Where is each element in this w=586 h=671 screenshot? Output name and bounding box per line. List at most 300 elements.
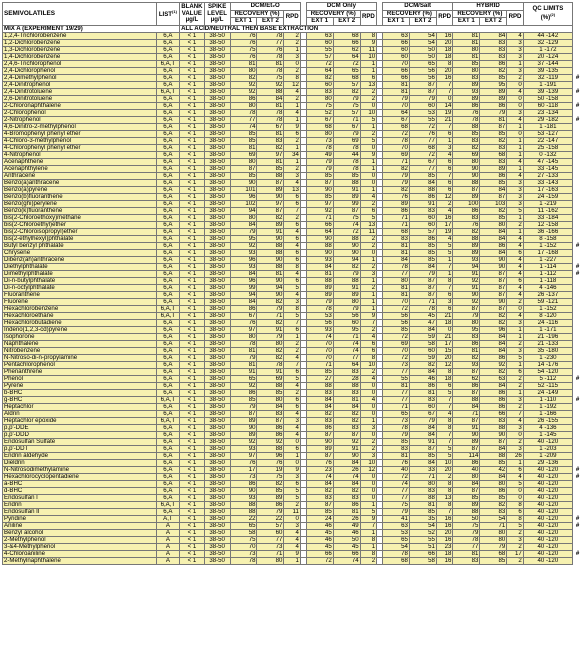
ext2-cell: 79 xyxy=(333,95,360,102)
ext1-cell: 89 xyxy=(453,242,480,249)
table-row xyxy=(3,417,583,424)
ext1-cell: 72 xyxy=(382,354,409,361)
compound-name-cell: bis(2-Chloroethoxy)methane xyxy=(3,214,157,221)
spike-level-cell: 38-50 xyxy=(204,284,230,291)
qc-limits-cell: 39 -135 xyxy=(523,67,572,74)
qc-limits-cell: 40 -120 xyxy=(523,438,572,445)
blank-value-cell: < 1 xyxy=(180,137,205,144)
ext1-cell: 40 xyxy=(382,466,409,473)
rpd-cell: 0 xyxy=(360,494,376,501)
blank-value-cell: < 1 xyxy=(180,214,205,221)
ext2-cell: 85 xyxy=(257,487,284,494)
ext1-cell: 76 xyxy=(230,32,257,39)
compound-name-cell: Hexachlorobutadiene xyxy=(3,319,157,326)
rpd-cell: 20 xyxy=(436,67,452,74)
ext2-cell: 57 xyxy=(333,109,360,116)
ext1-cell: 81 xyxy=(382,284,409,291)
ext1-cell: 94 xyxy=(230,207,257,214)
ext1-cell: 62 xyxy=(453,375,480,382)
blank-value-cell: < 1 xyxy=(180,291,205,298)
ext1-cell: 70 xyxy=(382,102,409,109)
compound-name-cell: 4-Chloroaniline xyxy=(3,550,157,557)
rpd-cell: 7 xyxy=(436,123,452,130)
ext1-cell: 41 xyxy=(382,515,409,522)
ext2-cell: 87 xyxy=(480,284,507,291)
compound-name-cell: 2,4-Dinitrotoluene xyxy=(3,88,157,95)
ext1-cell: 58 xyxy=(230,529,257,536)
compound-name-cell: Butyl benzyl phthalate xyxy=(3,242,157,249)
ext2-cell: 42 xyxy=(480,466,507,473)
table-row xyxy=(3,459,583,466)
blank-value-cell: < 1 xyxy=(180,438,205,445)
rpd-cell: 1 xyxy=(507,144,523,151)
rpd-cell: 1 xyxy=(360,417,376,424)
ext1-cell: 90 xyxy=(453,172,480,179)
ext2-cell: 85 xyxy=(480,557,507,564)
ext1-cell: 92 xyxy=(453,277,480,284)
table-row xyxy=(3,557,583,564)
ext1-cell: 85 xyxy=(230,137,257,144)
ext1-cell: 63 xyxy=(382,522,409,529)
flag-cell: # xyxy=(573,102,582,109)
spike-level-cell: 38-50 xyxy=(204,431,230,438)
ext2-cell: 66 xyxy=(409,550,436,557)
ext2-cell: 80 xyxy=(409,480,436,487)
ext2-cell: 82 xyxy=(257,319,284,326)
rpd-cell: 4 xyxy=(284,228,300,235)
rpd-cell: 6 xyxy=(284,368,300,375)
ext1-cell: 81 xyxy=(453,550,480,557)
flag-cell xyxy=(573,389,582,396)
qc-limits-cell: 32 -129 xyxy=(523,39,572,46)
ext1-cell: 77 xyxy=(230,116,257,123)
ext2-cell: 89 xyxy=(333,193,360,200)
rpd-cell: 1 xyxy=(507,228,523,235)
ext1-cell: 81 xyxy=(382,249,409,256)
qc-limits-cell: 1 -152 xyxy=(523,242,572,249)
ext1-cell: 80 xyxy=(230,67,257,74)
ext1-cell: 90 xyxy=(306,235,333,242)
flag-cell xyxy=(573,186,582,193)
ext2-cell: 80 xyxy=(257,396,284,403)
compound-name-cell: a-BHC xyxy=(3,480,157,487)
rpd-cell: 6 xyxy=(284,200,300,207)
ext1-cell: 63 xyxy=(382,32,409,39)
rpd-cell: 26 xyxy=(507,452,523,459)
spike-level-cell: 38-50 xyxy=(204,235,230,242)
spike-level-cell: 38-50 xyxy=(204,102,230,109)
rpd-cell: 1 xyxy=(360,165,376,172)
compound-name-cell: N-Nitrosodimethylamine xyxy=(3,466,157,473)
list-code-cell: 6,A xyxy=(156,361,179,368)
blank-value-cell: < 1 xyxy=(180,403,205,410)
list-code-cell: A,T xyxy=(156,515,179,522)
ext2-cell: 86 xyxy=(409,193,436,200)
ext2-cell: 73 xyxy=(257,543,284,550)
rpd-cell: 4 xyxy=(284,179,300,186)
ext1-cell: 82 xyxy=(382,186,409,193)
rpd-cell: 7 xyxy=(436,438,452,445)
qc-limits-cell: 36 -166 xyxy=(523,228,572,235)
table-row xyxy=(3,340,583,347)
ext2-cell: 88 xyxy=(257,382,284,389)
blank-value-cell: < 1 xyxy=(180,60,205,67)
rpd-cell: 1 xyxy=(284,333,300,340)
recovery-header-4: RECOVERY (%) xyxy=(453,10,507,18)
rpd-cell: 21 xyxy=(436,312,452,319)
spike-level-cell: 38-50 xyxy=(204,508,230,515)
rpd-cell: 4 xyxy=(507,242,523,249)
rpd-header-3: RPD xyxy=(436,10,452,25)
flag-cell: # xyxy=(573,116,582,123)
table-row xyxy=(3,165,583,172)
ext1-cell: 94 xyxy=(230,291,257,298)
ext2-cell: 57 xyxy=(409,228,436,235)
ext2-cell: 79 xyxy=(480,109,507,116)
flag-cell xyxy=(573,67,582,74)
recovery-header-3: RECOVERY (%) xyxy=(382,10,436,18)
ext1-cell: 95 xyxy=(453,326,480,333)
qc-limits-cell: 60 -118 xyxy=(523,102,572,109)
flag-cell xyxy=(573,340,582,347)
table-row xyxy=(3,186,583,193)
table-row xyxy=(3,487,583,494)
ext2-cell: 87 xyxy=(480,193,507,200)
ext1-cell: 90 xyxy=(453,431,480,438)
flag-cell xyxy=(573,53,582,60)
rpd-cell: 3 xyxy=(507,109,523,116)
ext2-cell: 82 xyxy=(257,480,284,487)
flag-cell xyxy=(573,445,582,452)
rpd-cell: 1 xyxy=(507,326,523,333)
table-row xyxy=(3,431,583,438)
rpd-cell: 5 xyxy=(436,389,452,396)
rpd-cell: 1 xyxy=(507,60,523,67)
ext1-cell: 78 xyxy=(306,144,333,151)
compound-name-cell: Endrin aldehyde xyxy=(3,452,157,459)
spike-level-cell: 38-50 xyxy=(204,557,230,564)
ext2-cell: 86 xyxy=(480,102,507,109)
list-code-cell: 6,A xyxy=(156,424,179,431)
rpd-cell: 4 xyxy=(507,417,523,424)
rpd-cell: 1 xyxy=(284,116,300,123)
ext2-cell: 90 xyxy=(257,291,284,298)
ext2-cell: 83 xyxy=(480,508,507,515)
ext1-cell: 89 xyxy=(382,200,409,207)
compound-name-cell: g-BHC xyxy=(3,396,157,403)
rpd-cell: 1 xyxy=(507,137,523,144)
ext1-cell: 46 xyxy=(306,522,333,529)
rpd-cell: 2 xyxy=(284,165,300,172)
ext1-cell: 81 xyxy=(382,291,409,298)
ext2-cell: 89 xyxy=(257,186,284,193)
blank-value-cell: < 1 xyxy=(180,508,205,515)
ext2-cell: 72 xyxy=(333,228,360,235)
rpd-cell: 6 xyxy=(507,368,523,375)
blank-value-cell: < 1 xyxy=(180,193,205,200)
rpd-cell: 8 xyxy=(284,305,300,312)
rpd-cell: 4 xyxy=(284,382,300,389)
blank-value-cell: < 1 xyxy=(180,179,205,186)
ext2-cell: 87 xyxy=(480,305,507,312)
table-row xyxy=(3,95,583,102)
ext1-cell: 60 xyxy=(306,39,333,46)
rpd-cell: 9 xyxy=(284,550,300,557)
rpd-cell: 5 xyxy=(507,207,523,214)
blank-value-cell: < 1 xyxy=(180,151,205,158)
flag-cell xyxy=(573,459,582,466)
rpd-cell: 6 xyxy=(507,249,523,256)
rpd-cell: 4 xyxy=(507,116,523,123)
rpd-cell: 5 xyxy=(284,284,300,291)
ext2-cell: 66 xyxy=(480,410,507,417)
list-code-cell: 6,A xyxy=(156,403,179,410)
rpd-cell: 3 xyxy=(284,522,300,529)
ext2-cell: 96 xyxy=(480,326,507,333)
ext2-cell: 75 xyxy=(333,214,360,221)
compound-name-cell: 2-Chloronaphthalene xyxy=(3,102,157,109)
blank-value-cell: < 1 xyxy=(180,242,205,249)
ext2-cell: 84 xyxy=(480,186,507,193)
compound-name-cell: Hexachlorobenzene xyxy=(3,305,157,312)
blank-value-cell: < 1 xyxy=(180,543,205,550)
ext1-cell: 92 xyxy=(453,298,480,305)
ext2-cell: 74 xyxy=(333,557,360,564)
ext1-cell: 77 xyxy=(382,270,409,277)
rpd-cell: 5 xyxy=(284,494,300,501)
rpd-cell: 6 xyxy=(284,403,300,410)
rpd-cell: 8 xyxy=(436,424,452,431)
rpd-cell: 7 xyxy=(436,396,452,403)
ext2-cell: 87 xyxy=(480,277,507,284)
list-code-cell: 6,A xyxy=(156,109,179,116)
table-row xyxy=(3,130,583,137)
rpd-cell: 3 xyxy=(507,424,523,431)
rpd-cell: 0 xyxy=(360,179,376,186)
flag-cell xyxy=(573,326,582,333)
rpd-cell: 0 xyxy=(507,95,523,102)
rpd-cell: 8 xyxy=(436,417,452,424)
rpd-cell: 5 xyxy=(507,522,523,529)
ext2-cell: 72 xyxy=(409,151,436,158)
rpd-cell: 4 xyxy=(360,396,376,403)
rpd-cell: 20 xyxy=(436,466,452,473)
list-code-cell: 6,A xyxy=(156,340,179,347)
ext2-cell: 84 xyxy=(409,179,436,186)
ext1-cell: 78 xyxy=(382,424,409,431)
ext1-cell: 66 xyxy=(382,67,409,74)
rpd-cell: 4 xyxy=(284,109,300,116)
ext1-cell: 84 xyxy=(453,480,480,487)
qc-limits-cell: 21 -196 xyxy=(523,333,572,340)
ext2-cell: 60 xyxy=(409,403,436,410)
rpd-cell: 20 xyxy=(436,529,452,536)
compound-name-cell: 2,6-Dinitrotoluene xyxy=(3,95,157,102)
ext1-cell: 85 xyxy=(453,494,480,501)
rpd-cell: 5 xyxy=(436,249,452,256)
ext2-cell: 66 xyxy=(333,39,360,46)
rpd-cell: 8 xyxy=(360,32,376,39)
list-code-cell: 6,A xyxy=(156,263,179,270)
ext1-cell: 75 xyxy=(230,46,257,53)
compound-name-cell: Endosulfan II xyxy=(3,508,157,515)
ext1-cell: 70 xyxy=(382,347,409,354)
flag-cell xyxy=(573,557,582,564)
qc-limits-cell: 53 -127 xyxy=(523,130,572,137)
rpd-cell: 6 xyxy=(360,340,376,347)
list-code-cell: 6,A xyxy=(156,459,179,466)
ext1-cell: 87 xyxy=(230,410,257,417)
table-row xyxy=(3,88,583,95)
spike-level-cell: 38-50 xyxy=(204,81,230,88)
flag-cell xyxy=(573,382,582,389)
flag-cell xyxy=(573,200,582,207)
rpd-cell: 7 xyxy=(284,361,300,368)
rpd-cell: 4 xyxy=(507,235,523,242)
flag-cell xyxy=(573,165,582,172)
table-row xyxy=(3,410,583,417)
compound-name-cell: Pentachlorophenol xyxy=(3,361,157,368)
compound-name-cell: Dieldrin xyxy=(3,459,157,466)
rpd-cell: 4 xyxy=(507,284,523,291)
ext2-header: EXT 2 xyxy=(480,18,507,26)
rpd-cell: 6 xyxy=(507,277,523,284)
rpd-cell: 9 xyxy=(360,39,376,46)
ext2-cell: 82 xyxy=(480,501,507,508)
ext2-cell: 66 xyxy=(333,550,360,557)
ext2-cell: 84 xyxy=(409,431,436,438)
ext2-cell: 82 xyxy=(480,312,507,319)
blank-value-cell: < 1 xyxy=(180,123,205,130)
ext1-cell: 78 xyxy=(230,109,257,116)
compound-name-cell: 1,2,4-Trichlorobenzene xyxy=(3,32,157,39)
ext1-cell: 81 xyxy=(230,361,257,368)
flag-cell xyxy=(573,480,582,487)
rpd-cell: 4 xyxy=(284,536,300,543)
ext2-cell: 103 xyxy=(480,200,507,207)
flag-cell xyxy=(573,431,582,438)
rpd-cell: 4 xyxy=(284,543,300,550)
rpd-cell: 2 xyxy=(284,347,300,354)
table-row xyxy=(3,81,583,88)
ext1-cell: 88 xyxy=(453,235,480,242)
ext2-cell: 82 xyxy=(409,361,436,368)
blank-value-cell: < 1 xyxy=(180,410,205,417)
ext1-cell: 55 xyxy=(382,375,409,382)
rpd-cell: 4 xyxy=(284,424,300,431)
flag-cell xyxy=(573,347,582,354)
list-code-cell: 6,A xyxy=(156,354,179,361)
rpd-cell: 0 xyxy=(507,130,523,137)
compound-name-cell: Endrin xyxy=(3,501,157,508)
ext1-cell: 75 xyxy=(382,501,409,508)
rpd-cell: 10 xyxy=(360,361,376,368)
spike-level-cell: 38-50 xyxy=(204,403,230,410)
ext2-cell: 87 xyxy=(409,81,436,88)
ext2-cell: 79 xyxy=(257,333,284,340)
compound-name-cell: 1,2-Dichlorobenzene xyxy=(3,39,157,46)
ext1-cell: 91 xyxy=(453,284,480,291)
rpd-cell: 1 xyxy=(284,158,300,165)
ext2-cell: 69 xyxy=(257,375,284,382)
rpd-cell: 2 xyxy=(507,403,523,410)
ext1-cell: 85 xyxy=(306,193,333,200)
compound-name-cell: Naphthalene xyxy=(3,340,157,347)
spike-level-cell: 38-50 xyxy=(204,347,230,354)
spike-level-cell: 38-50 xyxy=(204,242,230,249)
blank-value-cell: < 1 xyxy=(180,95,205,102)
ext2-cell: 85 xyxy=(257,165,284,172)
ext2-header: EXT 2 xyxy=(409,18,436,26)
ext1-cell: 55 xyxy=(306,46,333,53)
spike-level-cell: 38-50 xyxy=(204,123,230,130)
ext2-cell: 90 xyxy=(480,263,507,270)
rpd-cell: 0 xyxy=(507,487,523,494)
ext2-cell: 81 xyxy=(257,270,284,277)
ext1-cell: 82 xyxy=(453,228,480,235)
rpd-cell: 3 xyxy=(507,445,523,452)
rpd-cell: 7 xyxy=(436,172,452,179)
qc-limits-cell: 1 -166 xyxy=(523,410,572,417)
qc-limits-cell: 29 -182 xyxy=(523,116,572,123)
ext2-cell: 26 xyxy=(333,515,360,522)
ext2-cell: 71 xyxy=(257,312,284,319)
blank-value-cell: < 1 xyxy=(180,424,205,431)
rpd-cell: 5 xyxy=(284,312,300,319)
list-code-cell: 6,A xyxy=(156,242,179,249)
rpd-cell: 16 xyxy=(436,74,452,81)
ext1-cell: 71 xyxy=(453,410,480,417)
list-code-cell: 6,A xyxy=(156,130,179,137)
ext1-cell: 101 xyxy=(230,186,257,193)
ext2-cell: 95 xyxy=(333,326,360,333)
rpd-cell: 7 xyxy=(436,81,452,88)
rpd-cell: 20 xyxy=(436,354,452,361)
list-code-cell: 6,A xyxy=(156,298,179,305)
flag-cell xyxy=(573,193,582,200)
flag-cell xyxy=(573,249,582,256)
ext2-cell: 86 xyxy=(480,354,507,361)
spike-level-cell: 38-50 xyxy=(204,515,230,522)
ext2-cell: 59 xyxy=(409,333,436,340)
compound-name-cell: 2-Chlorophenol xyxy=(3,109,157,116)
rpd-cell: 7 xyxy=(436,403,452,410)
spike-level-cell: 38-50 xyxy=(204,137,230,144)
table-row xyxy=(3,32,583,39)
qc-limits-cell: 50 -158 xyxy=(523,95,572,102)
ext1-cell: 65 xyxy=(382,536,409,543)
qc-limits-cell: 14 -176 xyxy=(523,361,572,368)
ext2-cell: 84 xyxy=(480,347,507,354)
rpd-cell: 4 xyxy=(360,333,376,340)
rpd-cell: 1 xyxy=(360,305,376,312)
rpd-cell: 3 xyxy=(284,298,300,305)
qc-limits-cell: 33 -143 xyxy=(523,179,572,186)
ext1-cell: 23 xyxy=(306,466,333,473)
ext1-cell: 80 xyxy=(306,95,333,102)
rpd-cell: 2 xyxy=(507,557,523,564)
spike-level-cell: 38-50 xyxy=(204,438,230,445)
ext1-cell: 88 xyxy=(453,179,480,186)
spike-level-cell: 38-50 xyxy=(204,277,230,284)
list-code-cell: 6,A,T xyxy=(156,501,179,508)
rpd-cell: 0 xyxy=(360,480,376,487)
ext1-cell: 81 xyxy=(453,53,480,60)
ext2-cell: 71 xyxy=(409,473,436,480)
ext1-cell: 93 xyxy=(230,494,257,501)
flag-cell xyxy=(573,536,582,543)
ext2-cell: 90 xyxy=(480,298,507,305)
